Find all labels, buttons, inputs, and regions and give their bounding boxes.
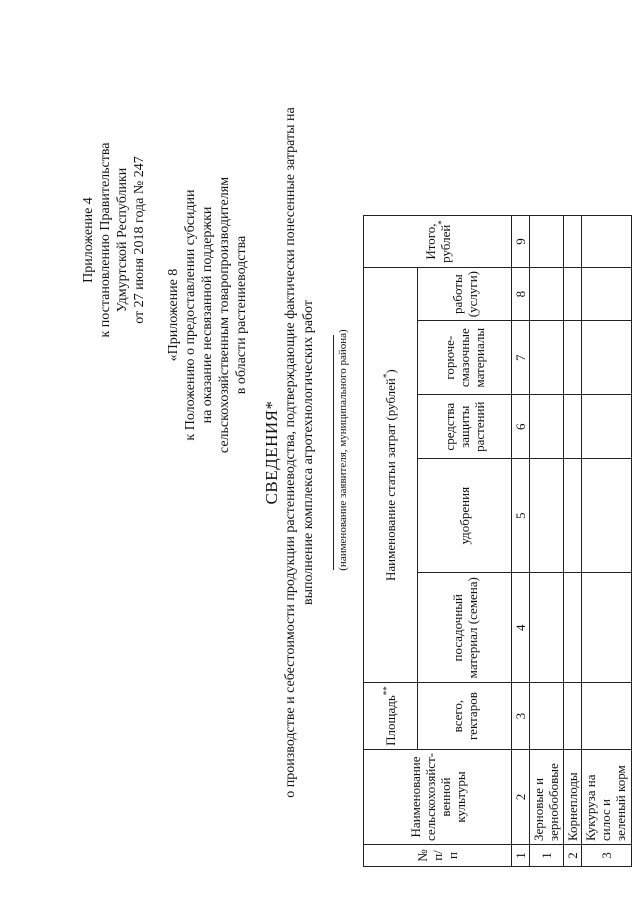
area-cell <box>530 683 564 750</box>
document-title: СВЕДЕНИЯ* <box>262 400 281 505</box>
annex-8-line: к Положению о предоставлении субсидии <box>183 189 198 441</box>
table-header-row <box>364 216 418 867</box>
column-number: 2 <box>512 749 530 844</box>
protection-cost-cell <box>530 395 564 459</box>
header-fertilizers: удобрения <box>418 459 512 573</box>
total-cost-cell <box>582 216 632 268</box>
header-area <box>364 683 418 750</box>
crop-name: Кукуруза на силос и зеленый корм <box>582 749 632 844</box>
column-number: 5 <box>512 459 530 573</box>
annex-8-line: на оказание несвязанной поддержки <box>200 206 215 424</box>
annex-8-header <box>165 165 250 465</box>
column-number: 8 <box>512 268 530 321</box>
header-cost-items-footnote: * <box>381 373 392 379</box>
fuel-cost-cell <box>582 321 632 395</box>
header-cost-items <box>364 268 418 683</box>
fuel-cost-cell <box>530 321 564 395</box>
area-cell <box>582 683 632 750</box>
header-total <box>364 216 512 268</box>
works-cost-cell <box>582 268 632 321</box>
table-row <box>582 216 632 867</box>
crop-name: Зерновые и зернобобовые <box>530 749 564 844</box>
total-cost-cell <box>530 216 564 268</box>
seed-cost-cell <box>582 573 632 683</box>
header-crop-name: Наименование сельскохозяйст-венной культуры <box>364 749 512 844</box>
fertilizer-cost-cell <box>582 459 632 573</box>
row-number: 2 <box>564 845 582 867</box>
header-works-services: работы (услуги) <box>418 268 512 321</box>
crop-name: Корнеплоды <box>564 749 582 844</box>
table-row <box>530 216 564 867</box>
header-row-number: № п/п <box>364 845 512 867</box>
header-cost-items-label: Наименование статьи затрат (рублей <box>383 378 398 581</box>
annex-4-line: Удмуртской Республики <box>115 167 130 313</box>
header-total-label: Итого, рублей <box>422 223 453 263</box>
row-number: 3 <box>582 845 632 867</box>
annex-8-line: сельскохозяйственным товаропроизводителям <box>217 176 232 454</box>
column-number: 7 <box>512 321 530 395</box>
column-number: 1 <box>512 845 530 867</box>
column-number: 6 <box>512 395 530 459</box>
header-plant-protection: средства защиты растений <box>418 395 512 459</box>
total-cost-cell <box>564 216 582 268</box>
annex-4-line: Приложение 4 <box>81 197 96 283</box>
table-column-numbers-row <box>512 216 530 867</box>
document-subtitle-line-1: о производстве и себестоимости продукции растениеводства, подтверждающие фактически понесенные затраты на <box>283 107 298 798</box>
header-total-footnote: * <box>436 220 447 225</box>
applicant-caption: (наименование заявителя, муниципального района) <box>337 329 349 571</box>
header-seed-material: посадочный материал (семена) <box>418 573 512 683</box>
annex-4-line: от 27 июня 2018 года № 247 <box>132 156 147 324</box>
annex-8-line: в области растениеводства <box>234 235 249 395</box>
protection-cost-cell <box>564 395 582 459</box>
costs-table <box>363 215 632 867</box>
table-row <box>564 216 582 867</box>
annex-4-header <box>80 90 148 390</box>
annex-8-line: «Приложение 8 <box>166 268 181 362</box>
row-number: 1 <box>530 845 564 867</box>
column-number: 4 <box>512 573 530 683</box>
works-cost-cell <box>530 268 564 321</box>
header-fuel-lubricants: горюче-смазочные материалы <box>418 321 512 395</box>
document-subtitle-line-2: выполнение комплекса агротехнологических работ <box>301 300 316 605</box>
fertilizer-cost-cell <box>530 459 564 573</box>
seed-cost-cell <box>530 573 564 683</box>
applicant-name-blank-line <box>333 335 334 570</box>
area-cell <box>564 683 582 750</box>
header-area-total-hectares: всего, гектаров <box>418 683 512 750</box>
seed-cost-cell <box>564 573 582 683</box>
column-number: 9 <box>512 216 530 268</box>
fuel-cost-cell <box>564 321 582 395</box>
header-area-footnote: ** <box>381 686 392 696</box>
column-number: 3 <box>512 683 530 750</box>
header-cost-items-close: ) <box>383 369 398 374</box>
header-area-label: Площадь <box>383 695 398 746</box>
protection-cost-cell <box>582 395 632 459</box>
fertilizer-cost-cell <box>564 459 582 573</box>
works-cost-cell <box>564 268 582 321</box>
annex-4-line: к постановлению Правительства <box>98 142 113 338</box>
